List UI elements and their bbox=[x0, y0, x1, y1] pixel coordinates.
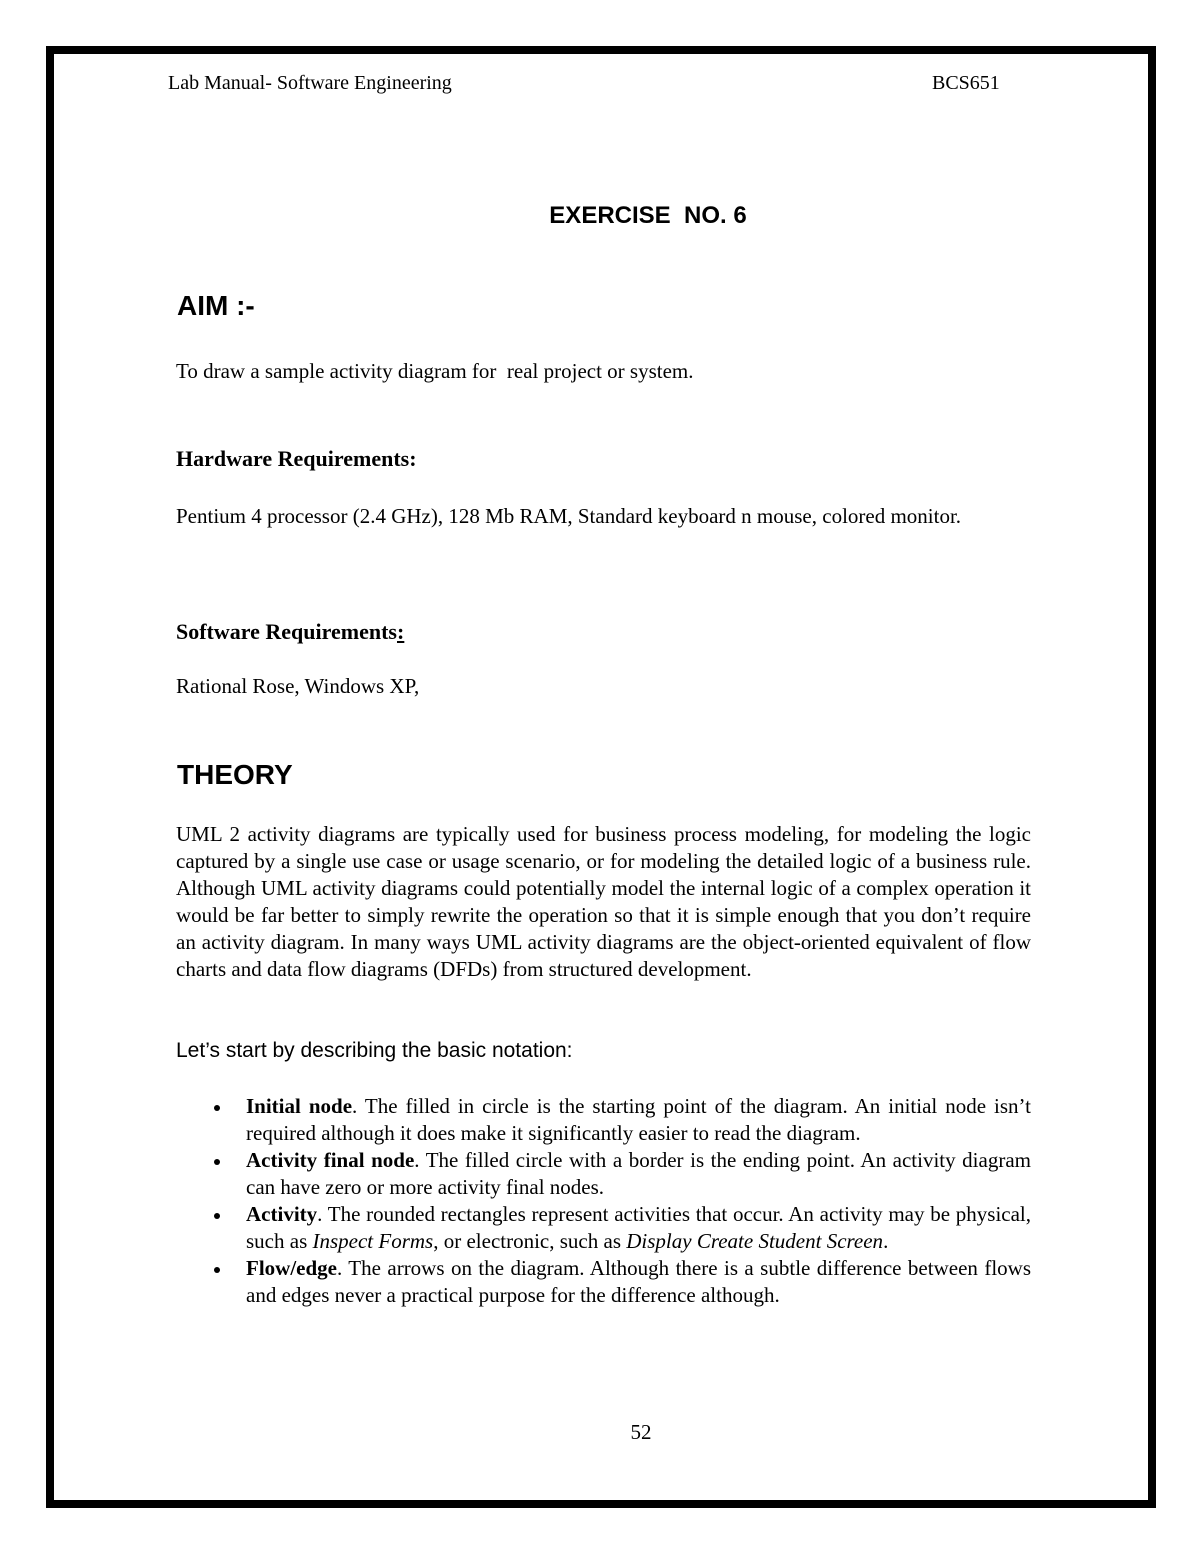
notation-item-flow-edge bbox=[210, 1255, 1031, 1309]
hardware-text: Pentium 4 processor (2.4 GHz), 128 Mb RAM, Standard keyboard n mouse, colored monitor. bbox=[176, 504, 962, 528]
notation-description: , or electronic, such as bbox=[433, 1229, 627, 1253]
notation-description: . The arrows on the diagram. Although there is a subtle difference between flows and edges never a practical purpose for the difference although. bbox=[246, 1256, 1031, 1307]
notation-description: . The filled circle with a border is the ending point. An activity diagram can have zero or more activity final nodes. bbox=[246, 1148, 1031, 1199]
aim-text: To draw a sample activity diagram for real project or system. bbox=[176, 359, 694, 383]
notation-term: Flow/edge bbox=[246, 1256, 337, 1280]
theory-text: UML 2 activity diagrams are typically used for business process modeling, for modeling the logic captured by a single use case or usage scenario, or for modeling the detailed logic of a business rule. Although UML activity diagrams could potentially model the internal logic of a complex operation it would be far better to simply rewrite the operation so that it is simple enough that you don’t require an activity diagram. In many ways UML activity diagrams are the object-oriented equivalent of flow charts and data flow diagrams (DFDs) from structured development. bbox=[176, 822, 1031, 981]
notation-example: Display Create Student Screen bbox=[626, 1229, 884, 1253]
notation-intro: Let’s start by describing the basic notation: bbox=[176, 1039, 573, 1062]
notation-item-activity-final-node bbox=[210, 1147, 1031, 1201]
notation-description: . bbox=[883, 1229, 889, 1253]
bullet-icon bbox=[214, 1105, 220, 1111]
notation-description: . The rounded rectangles represent activities that occur. An activity may be physical, such as bbox=[246, 1202, 1031, 1253]
bullet-icon bbox=[214, 1159, 220, 1165]
notation-term: Activity final node bbox=[246, 1148, 415, 1172]
aim-heading: AIM :- bbox=[177, 290, 255, 321]
notation-example: Inspect Forms bbox=[312, 1229, 434, 1253]
notation-list bbox=[210, 1093, 1031, 1309]
page-number: 52 bbox=[630, 1420, 652, 1444]
notation-description: . The filled in circle is the starting point of the diagram. An initial node isn’t required although it does make it significantly easier to read the diagram. bbox=[246, 1094, 1031, 1145]
header-title: Lab Manual- Software Engineering bbox=[168, 72, 452, 94]
software-heading-label: Software Requirements bbox=[176, 619, 397, 644]
notation-item-initial-node bbox=[210, 1093, 1031, 1147]
header-course-code: BCS651 bbox=[932, 72, 1000, 94]
theory-heading: THEORY bbox=[177, 759, 293, 790]
software-heading-colon: : bbox=[397, 619, 405, 644]
bullet-icon bbox=[214, 1213, 220, 1219]
bullet-icon bbox=[214, 1267, 220, 1273]
notation-item-activity bbox=[210, 1201, 1031, 1255]
hardware-heading: Hardware Requirements: bbox=[176, 446, 417, 471]
notation-term: Activity bbox=[246, 1202, 318, 1226]
notation-term: Initial node bbox=[246, 1094, 353, 1118]
exercise-title: EXERCISE NO. 6 bbox=[549, 202, 747, 229]
software-heading bbox=[176, 619, 404, 645]
software-text: Rational Rose, Windows XP, bbox=[176, 674, 420, 698]
